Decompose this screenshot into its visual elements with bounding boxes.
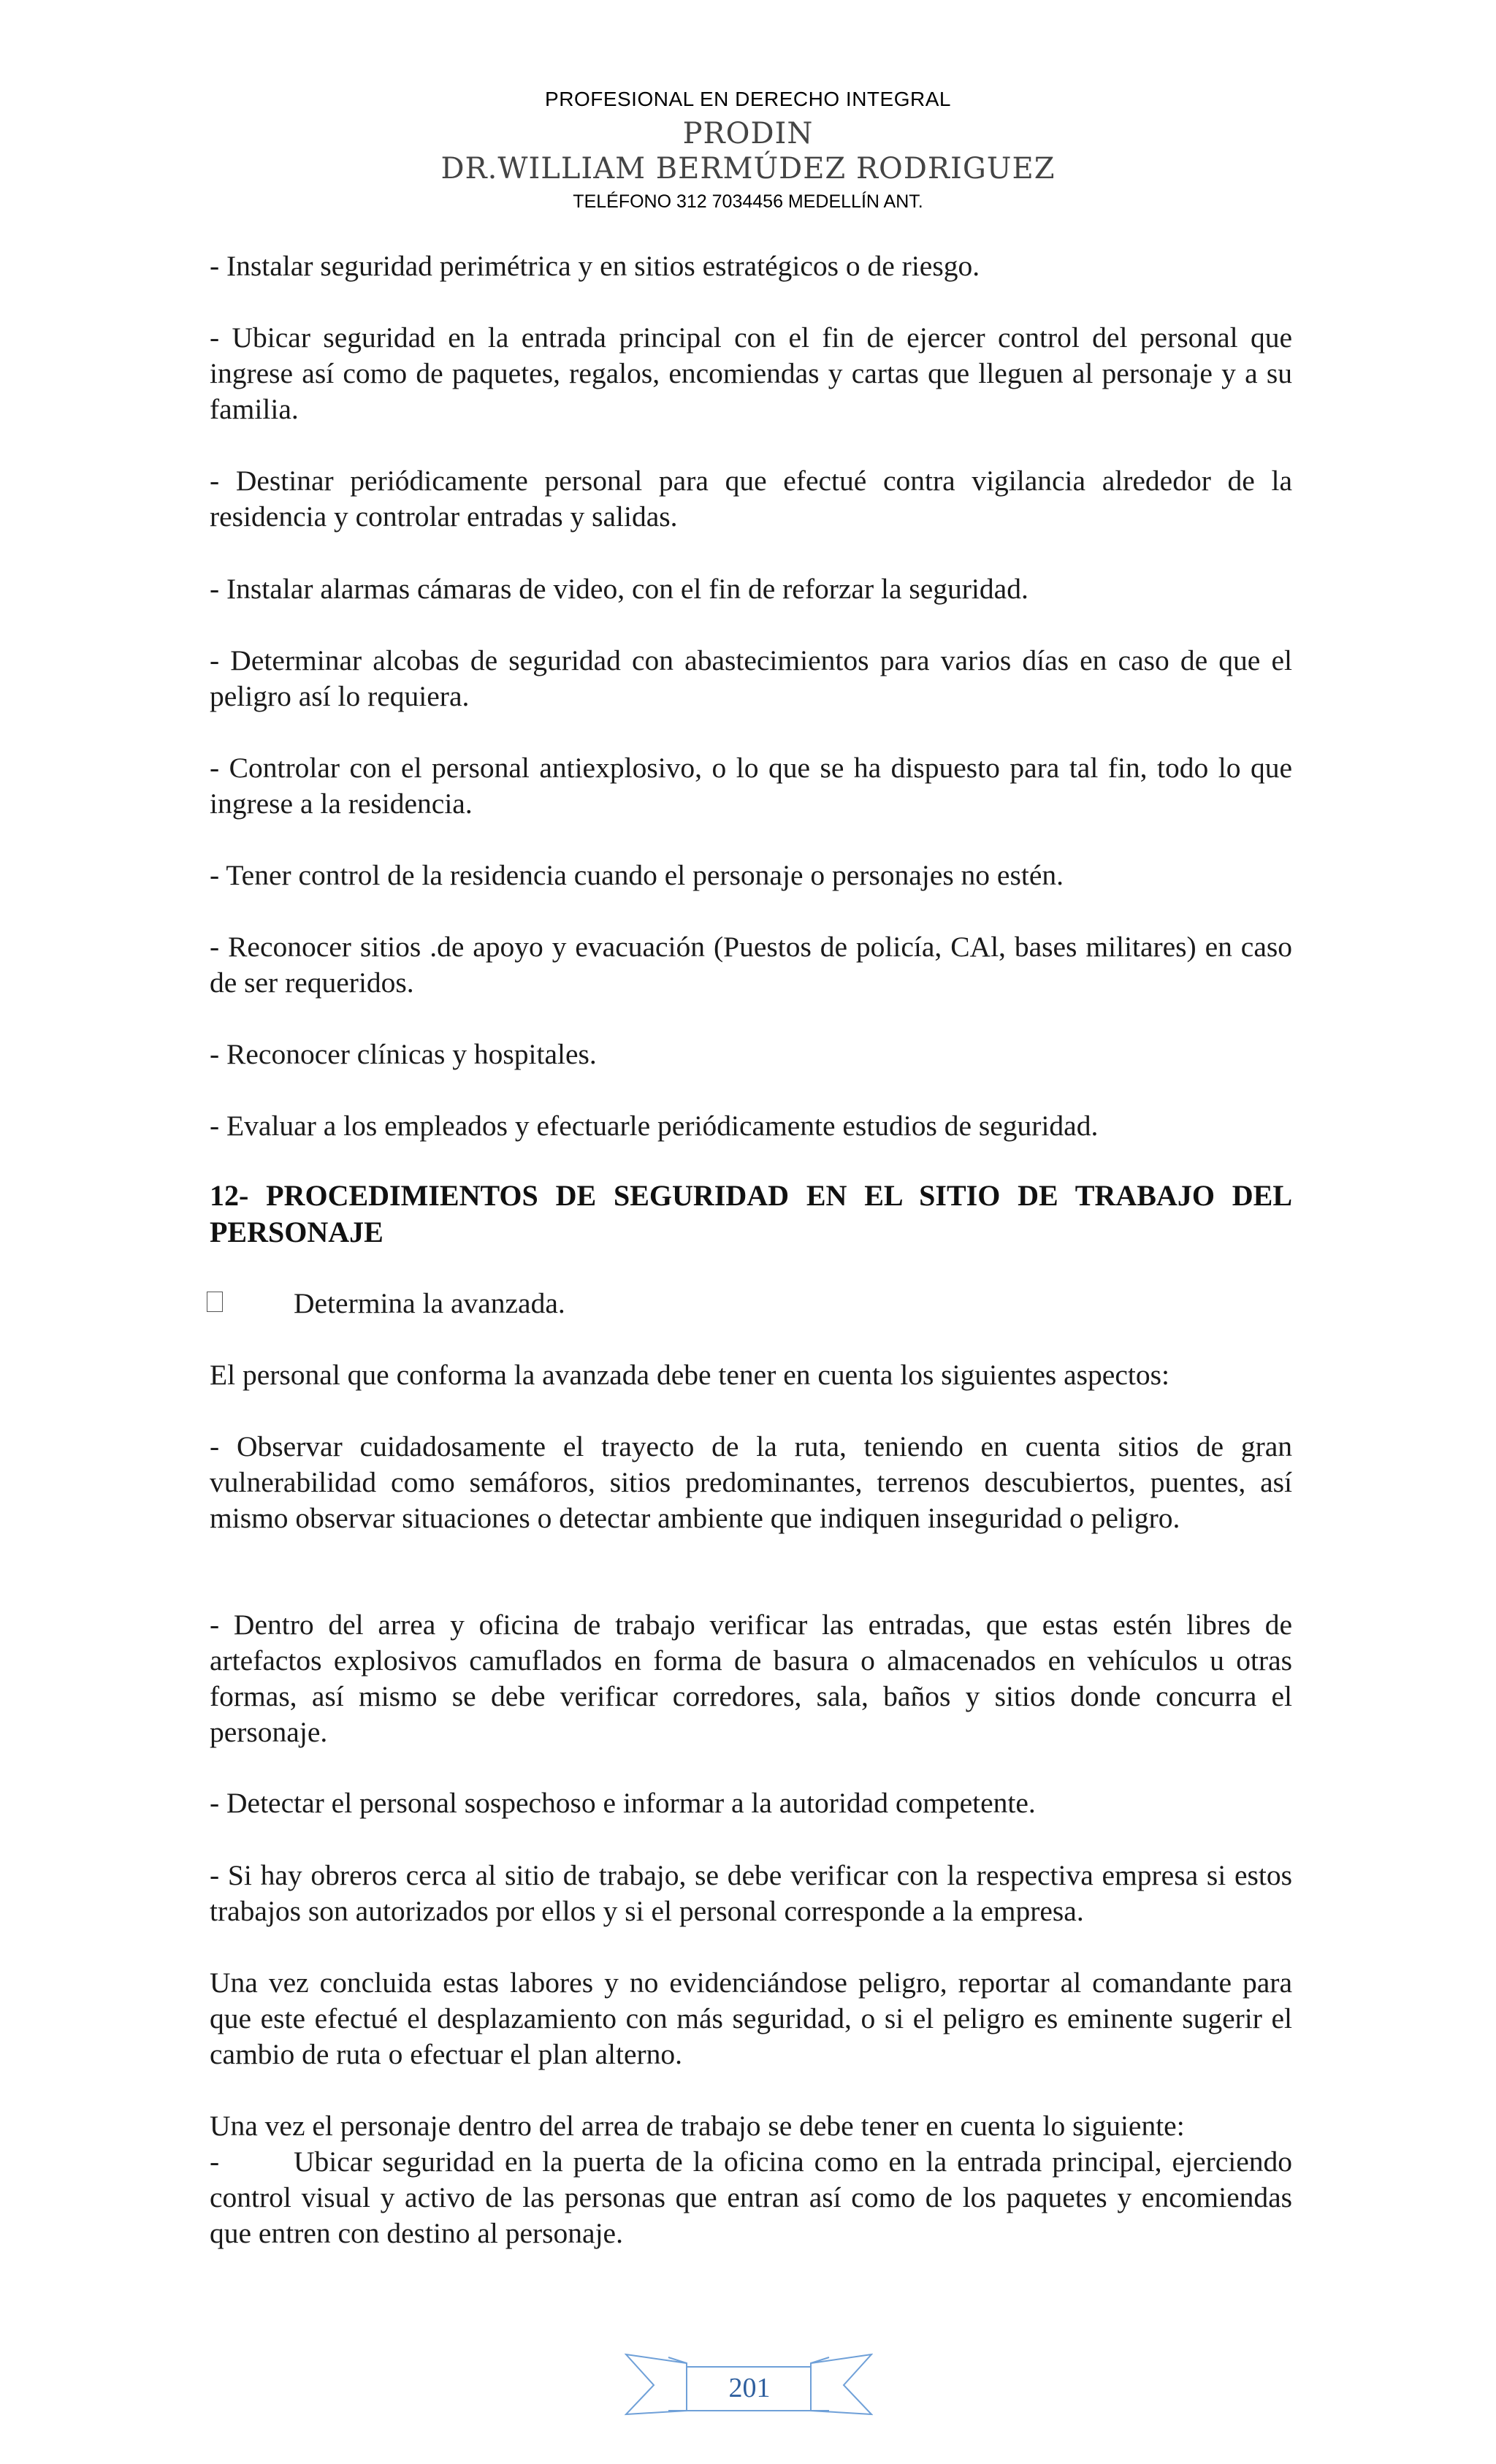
paragraph: - Evaluar a los empleados y efectuarle periódicamente estudios de seguridad. — [210, 1110, 1099, 1142]
paragraph: - Determinar alcobas de seguridad con abastecimientos para varios días en caso de que el peligro así lo requiera. — [210, 644, 1292, 712]
paragraph: - Detectar el personal sospechoso e informar a la autoridad competente. — [210, 1787, 1036, 1819]
list-item-text: Ubicar seguridad en la puerta de la oficina como en la entrada principal, ejerciendo control visual y activo de las personas que entran así como de los paquetes y encomiendas que entren con destino al personaje. — [210, 2145, 1292, 2249]
bullet-item: Determina la avanzada. — [294, 1287, 565, 1319]
paragraph: - Si hay obreros cerca al sitio de trabajo, se debe verificar con la respectiva empresa si estos trabajos son autorizados por ellos y si el personal corresponde a la empresa. — [210, 1859, 1292, 1927]
paragraph: Una vez concluida estas labores y no evidenciándose peligro, reportar al comandante para que este efectué el desplazamiento con más seguridad, o si el peligro es eminente sugerir el cambio de ruta o efectuar el plan alterno. — [210, 1967, 1292, 2070]
paragraph: Una vez el personaje dentro del arrea de trabajo se debe tener en cuenta lo siguiente: — [210, 2110, 1185, 2142]
paragraph: - Ubicar seguridad en la entrada principal con el fin de ejercer control del personal que ingrese así como de paquetes, regalos, encomiendas y cartas que lleguen al personaje y a su familia. — [210, 321, 1292, 425]
paragraph: - Destinar periódicamente personal para que efectué contra vigilancia alrededor de la residencia y controlar entradas y salidas. — [210, 465, 1292, 533]
list-dash: - — [210, 2145, 220, 2178]
header-title-line: PROFESIONAL EN DERECHO INTEGRAL — [545, 88, 951, 110]
paragraph: - Tener control de la residencia cuando el personaje o personajes no estén. — [210, 859, 1064, 891]
header-org-name: PRODIN — [682, 117, 814, 150]
bullet-box-icon — [207, 1292, 223, 1312]
paragraph: - Reconocer clínicas y hospitales. — [210, 1038, 597, 1070]
paragraph: - Dentro del arrea y oficina de trabajo verificar las entradas, que estas estén libres de artefactos explosivos camuflados en forma de basura o almacenados en vehículos u otras formas, así mismo se debe verificar corredores, sala, baños y sitios donde concurra el personaje. — [210, 1609, 1292, 1748]
paragraph: - Reconocer sitios .de apoyo y evacuación (Puestos de policía, CAl, bases militares) en caso de ser requeridos. — [210, 931, 1292, 999]
header-phone-line: TELÉFONO 312 7034456 MEDELLÍN ANT. — [573, 191, 923, 212]
paragraph: - Instalar seguridad perimétrica y en sitios estratégicos o de riesgo. — [210, 250, 980, 282]
header-author-name: DR.WILLIAM BERMÚDEZ RODRIGUEZ — [440, 152, 1056, 186]
paragraph: - Observar cuidadosamente el trayecto de la ruta, teniendo en cuenta sitios de gran vulnerabilidad como semáforos, sitios predominantes, terrenos descubiertos, puentes, así mismo observar situaciones o detectar ambiente que indiquen inseguridad o peligro. — [210, 1430, 1292, 1534]
paragraph: El personal que conforma la avanzada debe tener en cuenta los siguientes aspectos: — [210, 1359, 1169, 1391]
paragraph: - Controlar con el personal antiexplosivo, o lo que se ha dispuesto para tal fin, todo lo que ingrese a la residencia. — [210, 752, 1292, 820]
paragraph: - Instalar alarmas cámaras de video, con el fin de reforzar la seguridad. — [210, 573, 1028, 605]
section-heading: 12- PROCEDIMIENTOS DE SEGURIDAD EN EL SITIO DE TRABAJO DEL PERSONAJE — [210, 1179, 1292, 1248]
page-number: 201 — [728, 2373, 771, 2403]
